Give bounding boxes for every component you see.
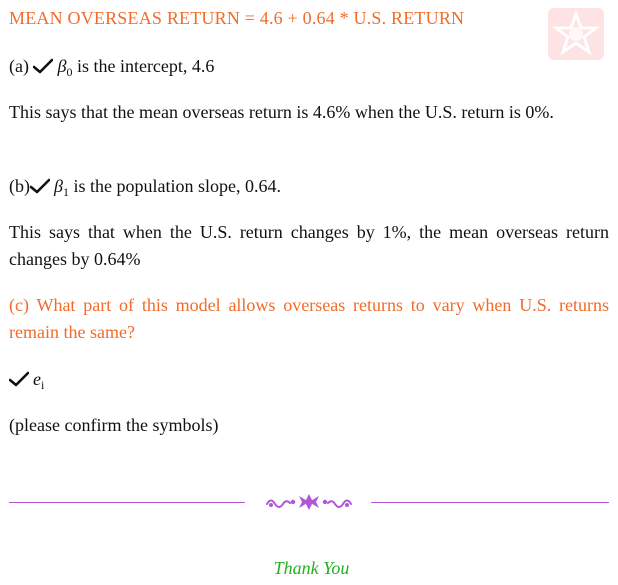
part-b-explanation: This says that when the U.S. return changes by 1%, the mean overseas return changes by 0.64% [9,222,609,269]
floral-divider-icon [265,492,353,512]
part-a-prefix: (a) [9,56,29,76]
page-title: MEAN OVERSEAS RETURN = 4.6 + 0.64 * U.S. RETURN [9,8,465,28]
checkmark-icon [30,175,50,202]
checkmark-icon [9,368,29,395]
checkmark-icon [33,55,53,82]
divider-line-left [9,502,245,503]
part-a-text: is the intercept, 4.6 [72,56,215,76]
confirm-note: (please confirm the symbols) [9,415,219,435]
part-a-line [9,53,609,86]
part-b-prefix: (b) [9,176,30,196]
part-c-question: (c) What part of this model allows overseas returns to vary when U.S. returns remain the same? [9,295,609,342]
beta-1-symbol: $\beta_1$ [54,176,69,199]
part-c-answer [9,366,609,399]
beta-0-symbol: $\beta_0$ [57,56,73,79]
divider-line-right [371,502,609,503]
part-b-text: is the population slope, 0.64. [68,176,281,196]
part-a-explanation: This says that the mean overseas return is 4.6% when the U.S. return is 0%. [9,102,554,122]
error-term-symbol: $e_i$ [33,369,45,392]
part-b-line [9,173,609,206]
thank-you-text: Thank You [273,558,350,578]
document-page [9,0,609,585]
